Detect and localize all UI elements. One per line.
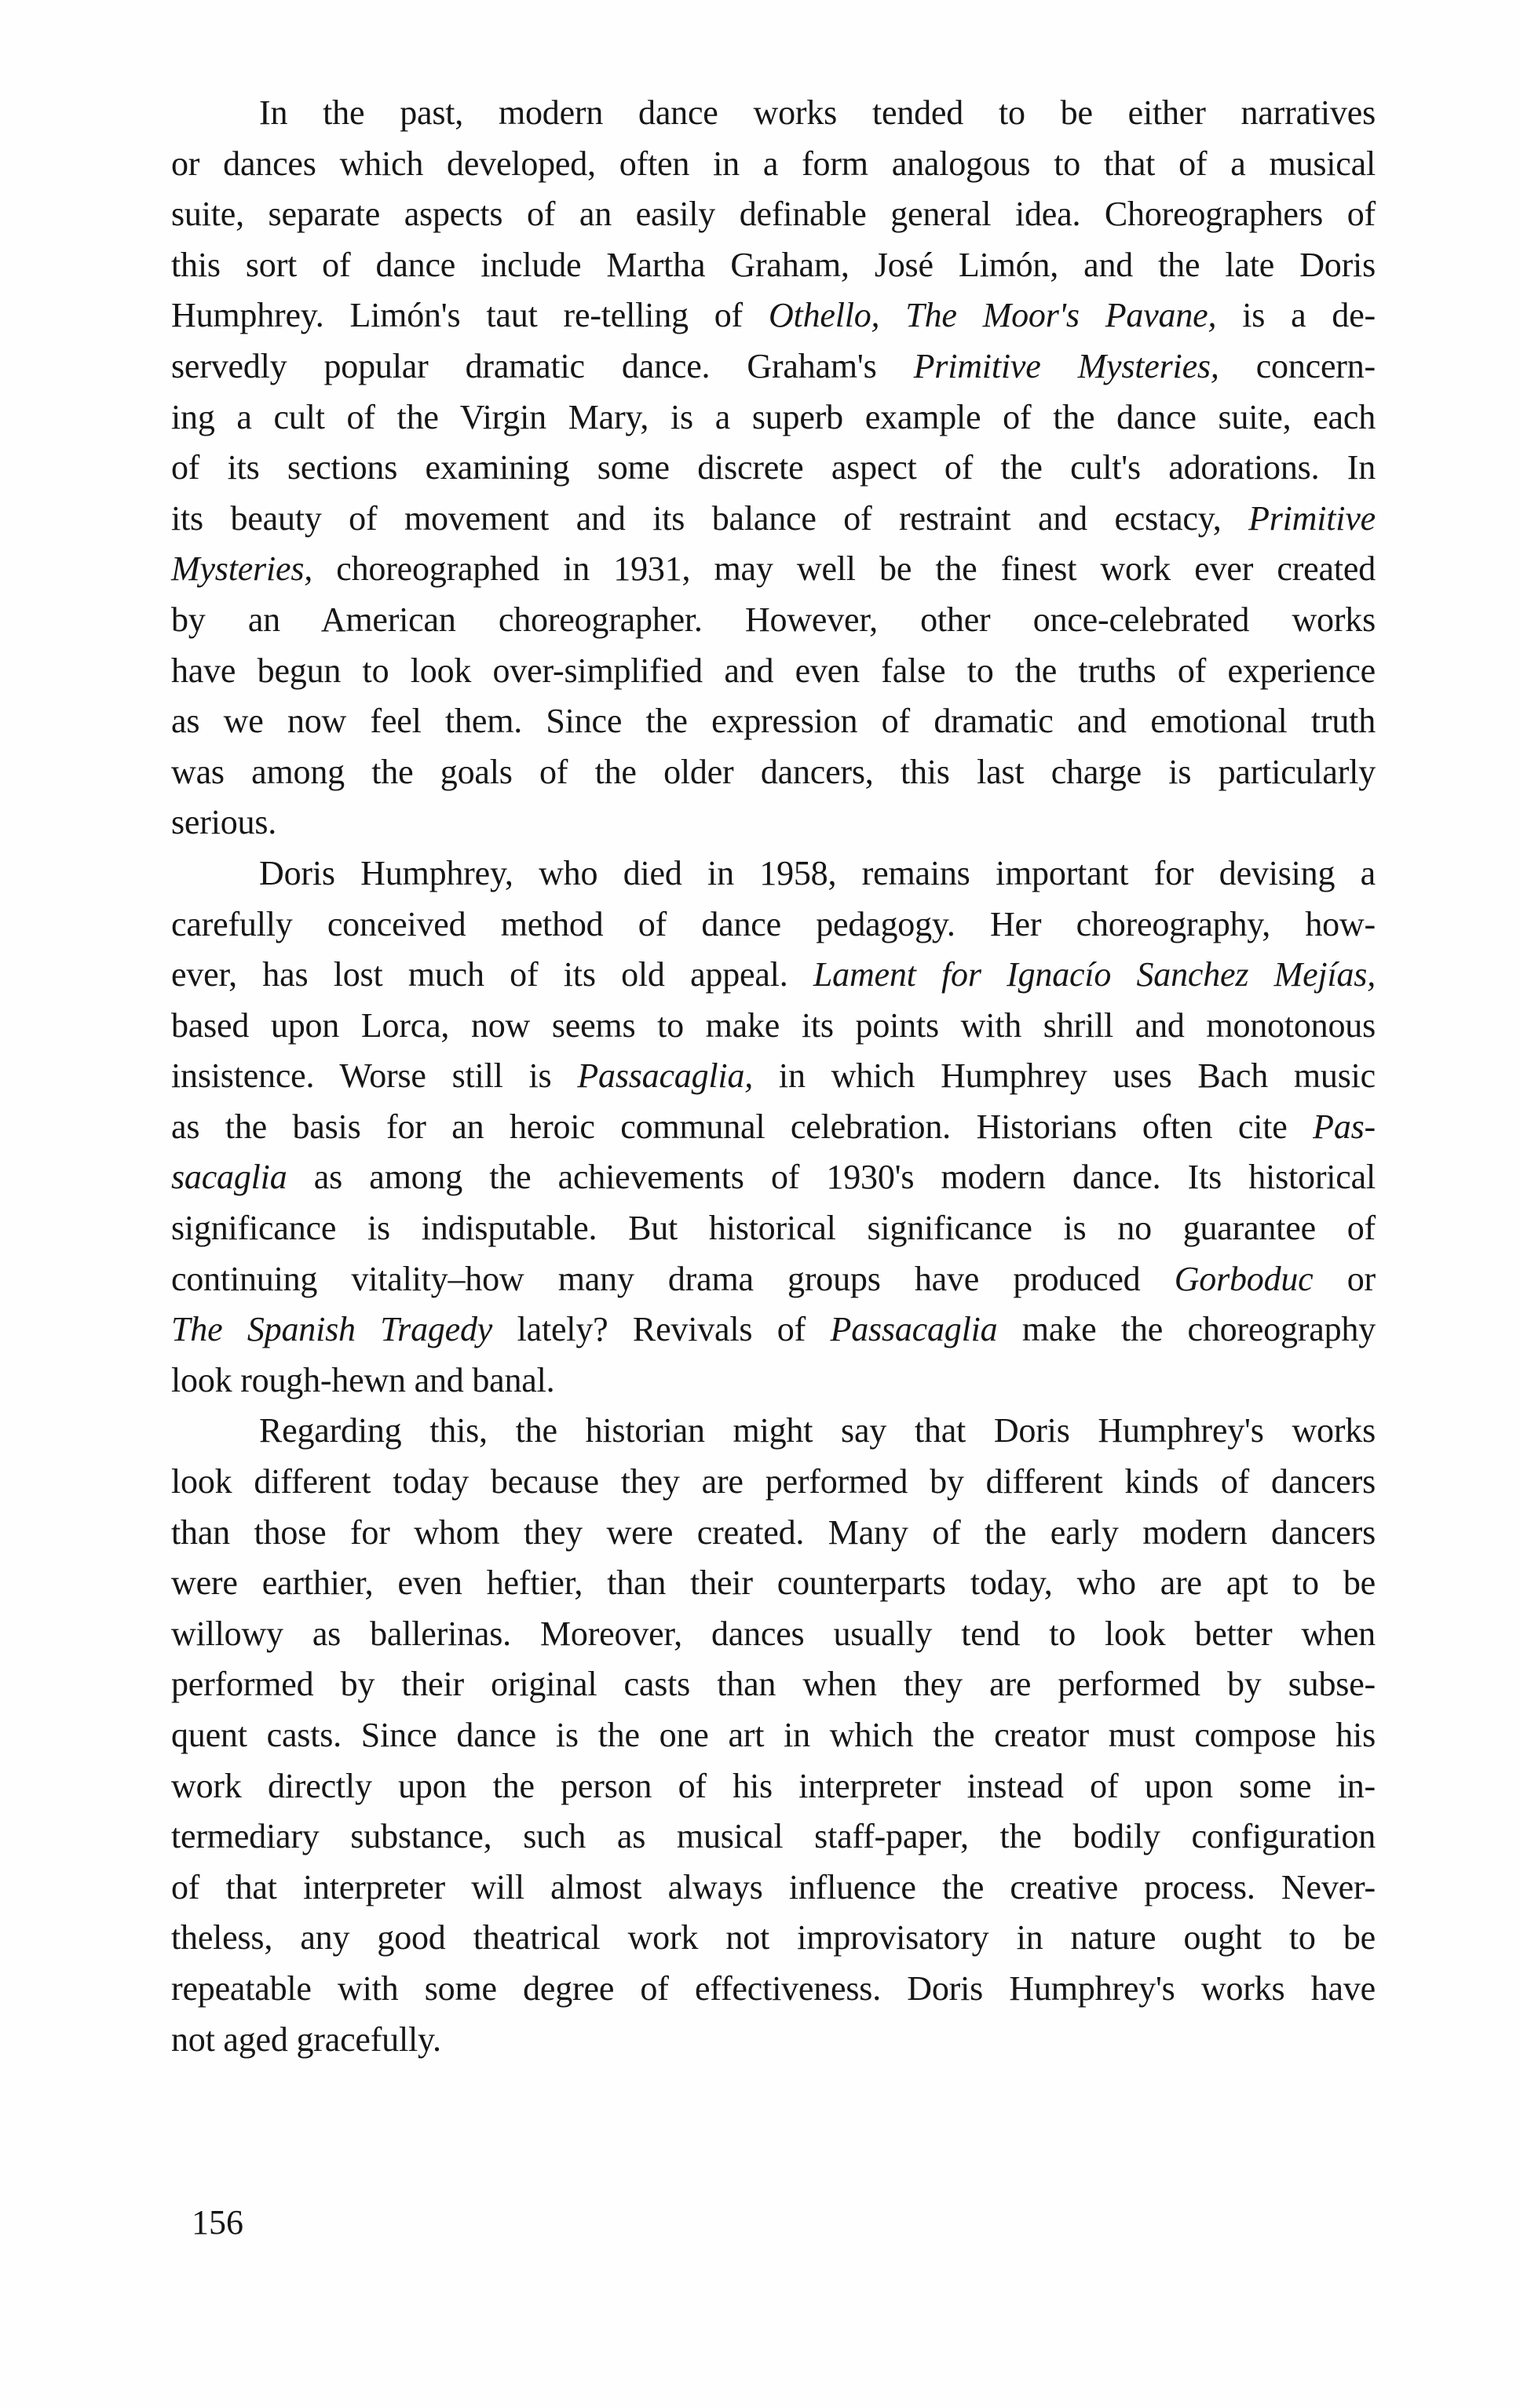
text-run: continuing vitality–how many drama groups have produced	[171, 1259, 1175, 1298]
text-line	[171, 899, 1376, 950]
text-line	[171, 1710, 1376, 1761]
text-run: Doris Humphrey, who died in 1958, remains important for devising a	[259, 853, 1376, 892]
paragraph	[171, 88, 1376, 848]
text-line	[171, 1913, 1376, 1964]
text-line	[171, 646, 1376, 697]
text-run: not aged gracefully.	[171, 2019, 441, 2059]
text-line	[171, 341, 1376, 392]
text-line	[171, 1457, 1376, 1508]
text-run: work directly upon the person of his interpreter instead of upon some in-	[171, 1766, 1376, 1805]
text-line	[171, 2015, 1376, 2066]
italic-title: sacaglia	[171, 1158, 287, 1197]
text-line	[171, 240, 1376, 291]
text-line	[171, 1761, 1376, 1812]
text-line	[171, 848, 1376, 899]
text-run: look rough-hewn and banal.	[171, 1360, 555, 1399]
text-line	[171, 1964, 1376, 2015]
text-run: insistence. Worse still is	[171, 1056, 578, 1096]
text-run: suite, separate aspects of an easily definable general idea. Choreographers of	[171, 195, 1376, 234]
text-run: as the basis for an heroic communal celebration. Historians often cite	[171, 1107, 1314, 1146]
text-run: significance is indisputable. But historical significance is no guarantee of	[171, 1209, 1376, 1248]
text-run: by an American choreographer. However, other once-celebrated works	[171, 600, 1376, 639]
text-line	[171, 595, 1376, 646]
text-run: ever, has lost much of its old appeal.	[171, 955, 813, 994]
text-run: concern-	[1219, 346, 1376, 385]
text-line	[171, 1254, 1376, 1305]
text-run: theless, any good theatrical work not improvisatory in nature ought to be	[171, 1918, 1376, 1957]
italic-title: The Spanish Tragedy	[171, 1310, 493, 1349]
italic-title: Lament for Ignacío Sanchez Mejías,	[813, 955, 1376, 994]
text-line	[171, 1609, 1376, 1660]
text-line	[171, 696, 1376, 747]
text-run: Regarding this, the historian might say that Doris Humphrey's works	[259, 1411, 1376, 1450]
paragraph	[171, 1406, 1376, 2065]
text-run: of its sections examining some discrete aspect of the cult's adorations. In	[171, 448, 1376, 487]
text-run: as we now feel them. Since the expression of dramatic and emotional truth	[171, 702, 1376, 741]
text-run: have begun to look over-simplified and even false to the truths of experience	[171, 651, 1376, 690]
text-run: were earthier, even heftier, than their counterparts today, who are apt to be	[171, 1563, 1376, 1603]
text-line	[171, 443, 1376, 494]
text-line	[171, 1659, 1376, 1710]
text-line	[171, 797, 1376, 848]
text-run: of that interpreter will almost always influence the creative process. Never-	[171, 1867, 1376, 1906]
text-run: ing a cult of the Virgin Mary, is a superb example of the dance suite, each	[171, 397, 1376, 436]
text-run: this sort of dance include Martha Graham, José Limón, and the late Doris	[171, 245, 1376, 284]
italic-title: Primitive Mysteries,	[913, 346, 1219, 385]
text-line	[171, 189, 1376, 240]
text-run: lately? Revivals of	[492, 1310, 831, 1349]
text-run: look different today because they are performed by different kinds of dancers	[171, 1462, 1376, 1501]
text-line	[171, 290, 1376, 341]
text-run: willowy as ballerinas. Moreover, dances usually tend to look better when	[171, 1614, 1376, 1653]
text-run: as among the achievements of 1930's modern dance. Its historical	[287, 1158, 1376, 1197]
italic-title: Passacaglia	[830, 1310, 998, 1349]
text-run: servedly popular dramatic dance. Graham's	[171, 346, 914, 385]
italic-title: Passacaglia,	[577, 1056, 754, 1096]
page-number: 156	[192, 2203, 243, 2242]
text-run: based upon Lorca, now seems to make its points with shrill and monotonous	[171, 1005, 1376, 1045]
text-line	[171, 747, 1376, 798]
text-line	[171, 1304, 1376, 1355]
italic-title: Mysteries,	[171, 549, 313, 589]
text-run: choreographed in 1931, may well be the finest work ever created	[312, 549, 1376, 589]
text-run: quent casts. Since dance is the one art in which the creator must compose his	[171, 1716, 1376, 1754]
text-run: its beauty of movement and its balance of restraint and ecstacy,	[171, 498, 1249, 538]
text-run: performed by their original casts than when they are performed by subse-	[171, 1665, 1376, 1704]
body-text	[171, 88, 1376, 2065]
italic-title: Pas-	[1313, 1107, 1376, 1146]
text-run: than those for whom they were created. Many of the early modern dancers	[171, 1512, 1376, 1552]
italic-title: Othello, The Moor's Pavane,	[768, 296, 1217, 335]
text-run: Humphrey. Limón's taut re-telling of	[171, 296, 769, 335]
text-line	[171, 1811, 1376, 1863]
text-line	[171, 1406, 1376, 1457]
text-line	[171, 392, 1376, 443]
text-run: carefully conceived method of dance pedagogy. Her choreography, how-	[171, 904, 1376, 943]
text-run: termediary substance, such as musical staff-paper, the bodily configuration	[171, 1817, 1376, 1856]
text-line	[171, 139, 1376, 190]
text-line	[171, 1001, 1376, 1052]
text-line	[171, 950, 1376, 1001]
text-run: is a de-	[1216, 296, 1376, 335]
text-run: repeatable with some degree of effectiveness. Doris Humphrey's works have	[171, 1968, 1376, 2008]
text-run: make the choreography	[997, 1310, 1376, 1349]
paragraph	[171, 848, 1376, 1406]
italic-title: Gorboduc	[1174, 1259, 1314, 1298]
text-line	[171, 1508, 1376, 1559]
text-line	[171, 1863, 1376, 1914]
text-line	[171, 1203, 1376, 1254]
text-line	[171, 1051, 1376, 1102]
text-line	[171, 494, 1376, 545]
text-line	[171, 1355, 1376, 1406]
text-run: in which Humphrey uses Bach music	[753, 1056, 1376, 1096]
text-line	[171, 1152, 1376, 1203]
text-line	[171, 544, 1376, 595]
text-run: In the past, modern dance works tended to be either narratives	[259, 93, 1376, 132]
text-line	[171, 88, 1376, 139]
text-line	[171, 1102, 1376, 1153]
italic-title: Primitive	[1248, 498, 1376, 538]
text-run: was among the goals of the older dancers, this last charge is particularly	[171, 752, 1376, 791]
text-line	[171, 1558, 1376, 1609]
text-run: or	[1313, 1259, 1376, 1298]
text-run: serious.	[171, 803, 277, 842]
text-run: or dances which developed, often in a form analogous to that of a musical	[171, 144, 1376, 183]
